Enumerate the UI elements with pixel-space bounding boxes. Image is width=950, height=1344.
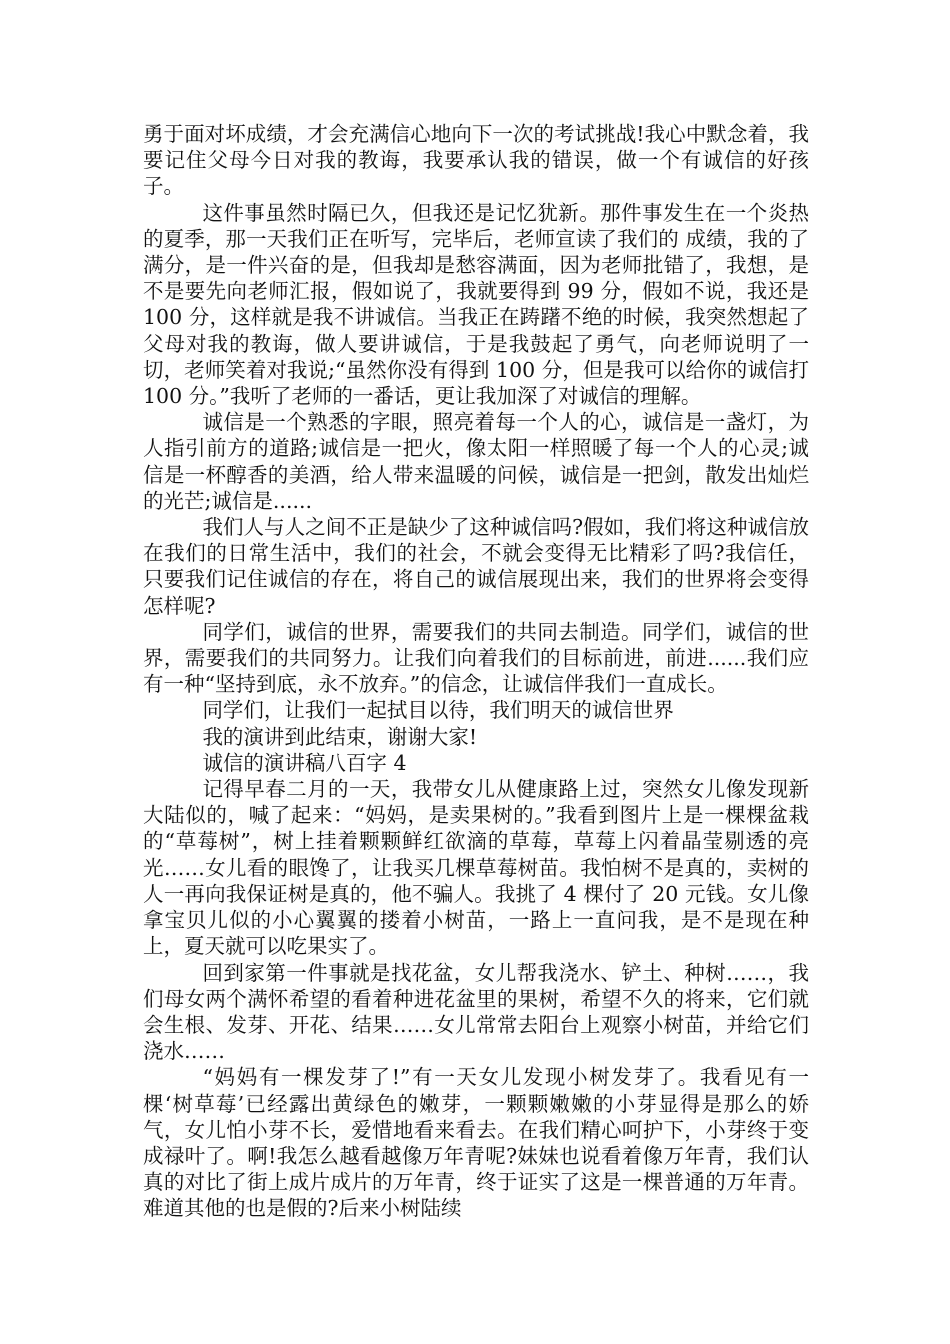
paragraph-1: 勇于面对坏成绩，才会充满信心地向下一次的考试挑战!我心中默念着，我要记住父母今日对我的教诲，我要承认我的错误，做一个有诚信的好孩子。 [143, 122, 809, 199]
paragraph-10: “妈妈有一棵发芽了!”有一天女儿发现小树发芽了。我看见有一棵‘树草莓’已经露出黄绿色的嫩芽，一颗颗嫩嫩的小芽显得是那么的娇气，女儿怕小芽不长，爱惜地看来看去。在我们精心呵护下，小芽终于变成禄叶了。啊!我怎么越看越像万年青呢?妹妹也说看着像万年青，我们认真的对比了街上成片成片的万年青，终于证实了这是一棵普通的万年青。难道其他的也是假的?后来小树陆续 [143, 1065, 809, 1221]
paragraph-6: 同学们，让我们一起拭目以待，我们明天的诚信世界 [202, 698, 674, 723]
paragraph-7: 我的演讲到此结束，谢谢大家! [202, 724, 478, 749]
paragraph-3: 诚信是一个熟悉的字眼，照亮着每一个人的心，诚信是一盏灯，为人指引前方的道路;诚信是一把火，像太阳一样照暖了每一个人的心灵;诚信是一杯醇香的美酒，给人带来温暖的问候，诚信是一把剑，散发出灿烂的光芒;诚信是...... [143, 410, 809, 513]
paragraph-9: 回到家第一件事就是找花盆，女儿帮我浇水、铲土、种树……，我们母女两个满怀希望的看着种进花盆里的果树，希望不久的将来，它们就会生根、发芽、开花、结果……女儿常常去阳台上观察小树苗，并给它们浇水…… [143, 960, 809, 1064]
paragraph-4: 我们人与人之间不正是缺少了这种诚信吗?假如，我们将这种诚信放在我们的日常生活中，我们的社会，不就会变得无比精彩了吗?我信任，只要我们记住诚信的存在，将自己的诚信展现出来，我们的世界将会变得怎样呢? [143, 515, 809, 618]
document-body [143, 121, 809, 1222]
paragraph-5: 同学们，诚信的世界，需要我们的共同去制造。同学们，诚信的世界，需要我们的共同努力。让我们向着我们的目标前进，前进......我们应有一种“坚持到底，永不放弃。”的信念，让诚信伴我们一直成长。 [143, 619, 809, 697]
paragraph-2: 这件事虽然时隔已久，但我还是记忆犹新。那件事发生在一个炎热的夏季，那一天我们正在听写，完毕后，老师宣读了我们的 成绩，我的了满分，是一件兴奋的是，但我却是愁容满面，因为老师批错了，我想，是不是要先向老师汇报，假如说了，我就要得到 99 分，假如不说，我还是 100 分，这样就是我不讲诚信。当我正在踌躇不绝的时候，我突然想起了父母对我的教诲，做人要讲诚信，于是我鼓起了勇气，向老师说明了一切，老师笑着对我说;“虽然你没有得到 100 分，但是我可以给你的诚信打 100 分。”我听了老师的一番话，更让我加深了对诚信的理解。 [143, 200, 809, 409]
paragraph-8: 记得早春二月的一天，我带女儿从健康路上过，突然女儿像发现新大陆似的，喊了起来：“妈妈，是卖果树的。”我看到图片上是一棵棵盆栽的“草莓树”，树上挂着颗颗鲜红欲滴的草莓，草莓上闪着晶莹剔透的亮光……女儿看的眼馋了，让我买几棵草莓树苗。我怕树不是真的，卖树的人一再向我保证树是真的，他不骗人。我挑了 4 棵付了 20 元钱。女儿像拿宝贝儿似的小心翼翼的搂着小树苗，一路上一直问我，是不是现在种上，夏天就可以吃果实了。 [143, 777, 809, 959]
section-heading: 诚信的演讲稿八百字 4 [202, 750, 407, 775]
